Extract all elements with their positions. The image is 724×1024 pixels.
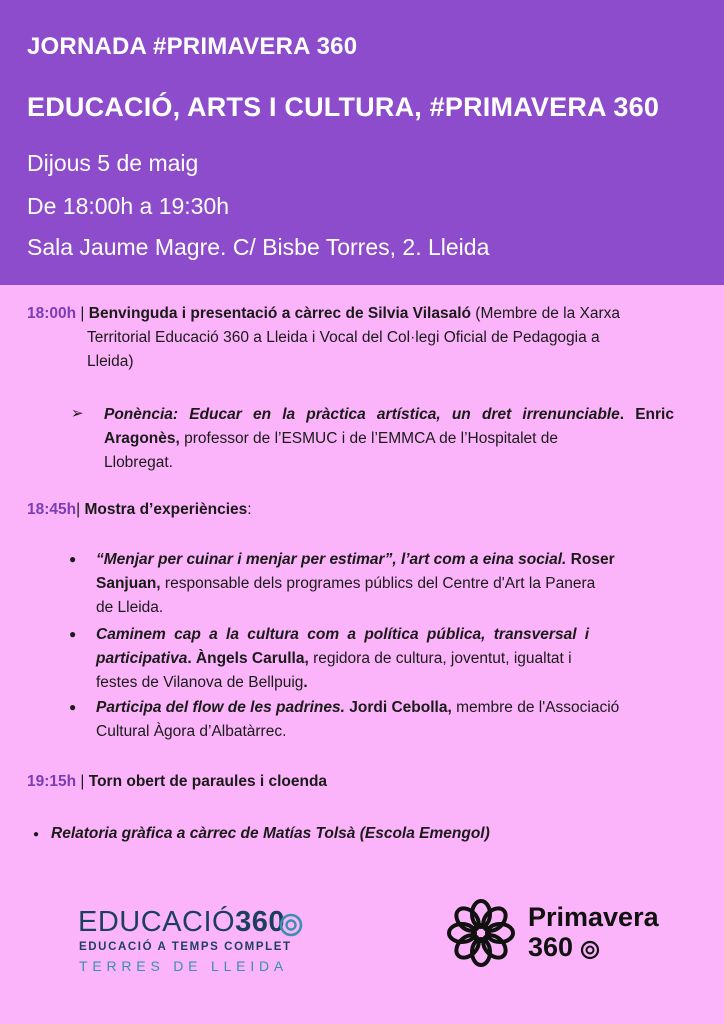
agenda-time: 18:00h: [27, 305, 77, 322]
agenda-time: 19:15h: [27, 773, 77, 790]
agenda-item-closing: 19:15h | Torn obert de paraules i cloenda: [27, 773, 328, 790]
event-date: Dijous 5 de maig: [27, 150, 199, 176]
agenda-title: Benvinguda i presentació a càrrec de Silvia Vilasaló: [88, 305, 471, 322]
agenda-item-welcome: 18:00h | Benvinguda i presentació a càrrec de Silvia Vilasaló (Membre de la Xarxa Territorial Educació 360 a Lleida i Vocal del Col·legi Oficial de Pedagogia a Lleida): [27, 305, 621, 370]
event-title: EDUCACIÓ, ARTS I CULTURA, #PRIMAVERA 360: [27, 92, 660, 122]
educacio-360-tagline: EDUCACIÓ A TEMPS COMPLET: [79, 941, 292, 953]
bullet-icon: ●: [69, 552, 77, 566]
ponencia-speaker: Aragonès,: [104, 430, 180, 447]
header-banner: [0, 0, 724, 285]
primavera-360-logo: [444, 892, 694, 972]
ring-icon: [580, 940, 600, 960]
experience-item: Caminem cap a la cultura com a política pública, transversal i participativa. Àngels Carulla, regidora de cultura, joventut, igualtat i festes de Vilanova de Bellpuig.: [96, 626, 590, 691]
educacio-360-region: TERRES DE LLEIDA: [79, 958, 289, 974]
primavera-360-number: 360: [528, 932, 574, 962]
agenda-title: Mostra d’experiències: [84, 501, 248, 518]
agenda-item-experiences: 18:45h| Mostra d’experiències:: [27, 501, 252, 518]
experience-item: “Menjar per cuinar i menjar per estimar”, l’art com a eina social. Roser Sanjuan, responsable dels programes públics del Centre d'Art la Panera de Lleida.: [96, 551, 615, 616]
primavera-wordmark: Primavera: [528, 902, 659, 932]
flower-icon: [444, 896, 518, 970]
educacio-360-wordmark: EDUCACIÓ360: [78, 906, 285, 938]
bullet-icon: ●: [69, 700, 77, 714]
agenda-time: 18:45h: [27, 501, 77, 518]
event-kicker: JORNADA #PRIMAVERA 360: [27, 33, 358, 60]
bullet-icon: ●: [69, 627, 77, 641]
experience-item: Participa del flow de les padrines. Jordi Cebolla, membre de l'Associació Cultural Àgora d’Albatàrrec.: [96, 699, 620, 740]
agenda-title: Torn obert de paraules i cloenda: [88, 773, 328, 790]
ring-icon: [278, 912, 304, 938]
arrow-bullet-icon: ➢: [71, 405, 84, 422]
event-venue: Sala Jaume Magre. C/ Bisbe Torres, 2. Lleida: [27, 234, 490, 260]
bullet-icon: ●: [33, 829, 40, 840]
ponencia-block: Ponència: Educar en la pràctica artística, un dret irrenunciable. Enric Aragonès, professor de l’ESMUC i de l’EMMCA de l’Hospitalet de Llobregat.: [104, 406, 674, 471]
relatoria-note: Relatoria gràfica a càrrec de Matías Tolsà (Escola Emengol): [51, 825, 490, 842]
event-hours: De 18:00h a 19:30h: [27, 193, 230, 219]
educacio-360-logo: [78, 906, 308, 976]
ponencia-title: Ponència: Educar en la pràctica artística, un dret irrenunciable: [104, 406, 620, 423]
